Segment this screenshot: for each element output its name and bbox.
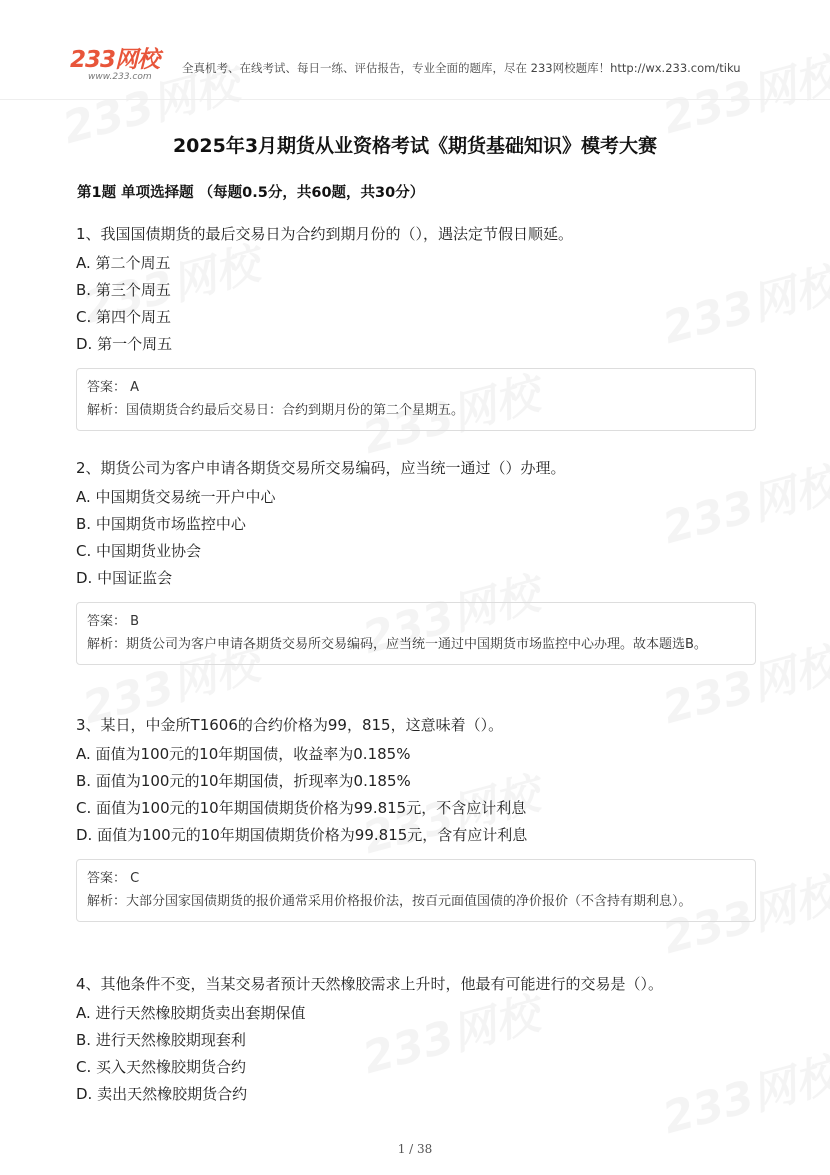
logo-text: 233网校	[70, 47, 160, 73]
answer-box	[76, 859, 756, 922]
page-number: 1 / 38	[397, 1142, 433, 1156]
question-stem: 3、某日，中金所T1606的合约价格为99，815，这意味着（）。	[76, 716, 504, 734]
analysis: 解析：大部分国家国债期货的报价通常采用价格报价法，按百元面值国债的净价报价（不含持有期利息）。	[87, 894, 692, 909]
option-c: C. 中国期货业协会	[76, 542, 202, 560]
answer-box	[76, 368, 756, 431]
answer: 答案： A	[87, 380, 140, 395]
header-divider	[0, 99, 830, 100]
option-b: B. 第三个周五	[76, 281, 171, 299]
analysis: 解析：期货公司为客户申请各期货交易所交易编码，应当统一通过中国期货市场监控中心办理。故本题选B。	[87, 637, 707, 652]
section-heading: 第1题 单项选择题 （每题0.5分，共60题，共30分）	[77, 185, 425, 201]
option-a: A. 面值为100元的10年期国债，收益率为0.185%	[76, 745, 411, 763]
option-b: B. 进行天然橡胶期现套利	[76, 1031, 246, 1049]
option-a: A. 中国期货交易统一开户中心	[76, 488, 276, 506]
page-title: 2025年3月期货从业资格考试《期货基础知识》模考大赛	[172, 135, 658, 157]
analysis: 解析：国债期货合约最后交易日：合约到期月份的第二个星期五。	[87, 403, 465, 418]
question-1	[76, 224, 756, 431]
option-d: D. 面值为100元的10年期国债期货价格为99.815元，含有应计利息	[76, 826, 528, 844]
option-c: C. 第四个周五	[76, 308, 172, 326]
question-3	[76, 715, 756, 922]
question-stem: 2、期货公司为客户申请各期货交易所交易编码，应当统一通过（）办理。	[76, 459, 566, 477]
logo-subtext: www.233.com	[88, 72, 152, 82]
option-d: D. 第一个周五	[76, 335, 173, 353]
question-4	[76, 974, 756, 1111]
option-c: C. 面值为100元的10年期国债期货价格为99.815元，不含应计利息	[76, 799, 527, 817]
option-b: B. 中国期货市场监控中心	[76, 515, 246, 533]
question-2	[76, 458, 756, 665]
option-c: C. 买入天然橡胶期货合约	[76, 1058, 247, 1076]
answer: 答案： C	[87, 871, 140, 886]
question-stem: 4、其他条件不变，当某交易者预计天然橡胶需求上升时，他最有可能进行的交易是（）。	[76, 975, 664, 993]
logo	[70, 48, 170, 82]
option-d: D. 卖出天然橡胶期货合约	[76, 1085, 248, 1103]
option-b: B. 面值为100元的10年期国债，折现率为0.185%	[76, 772, 411, 790]
question-stem: 1、我国国债期货的最后交易日为合约到期月份的（），遇法定节假日顺延。	[76, 225, 574, 243]
option-d: D. 中国证监会	[76, 569, 173, 587]
answer: 答案： B	[87, 614, 140, 629]
option-a: A. 第二个周五	[76, 254, 171, 272]
answer-box	[76, 602, 756, 665]
header-slogan: 全真机考、在线考试、每日一练、评估报告，专业全面的题库，尽在 233网校题库！http://wx.233.com/tiku	[182, 61, 741, 75]
option-a: A. 进行天然橡胶期货卖出套期保值	[76, 1004, 306, 1022]
